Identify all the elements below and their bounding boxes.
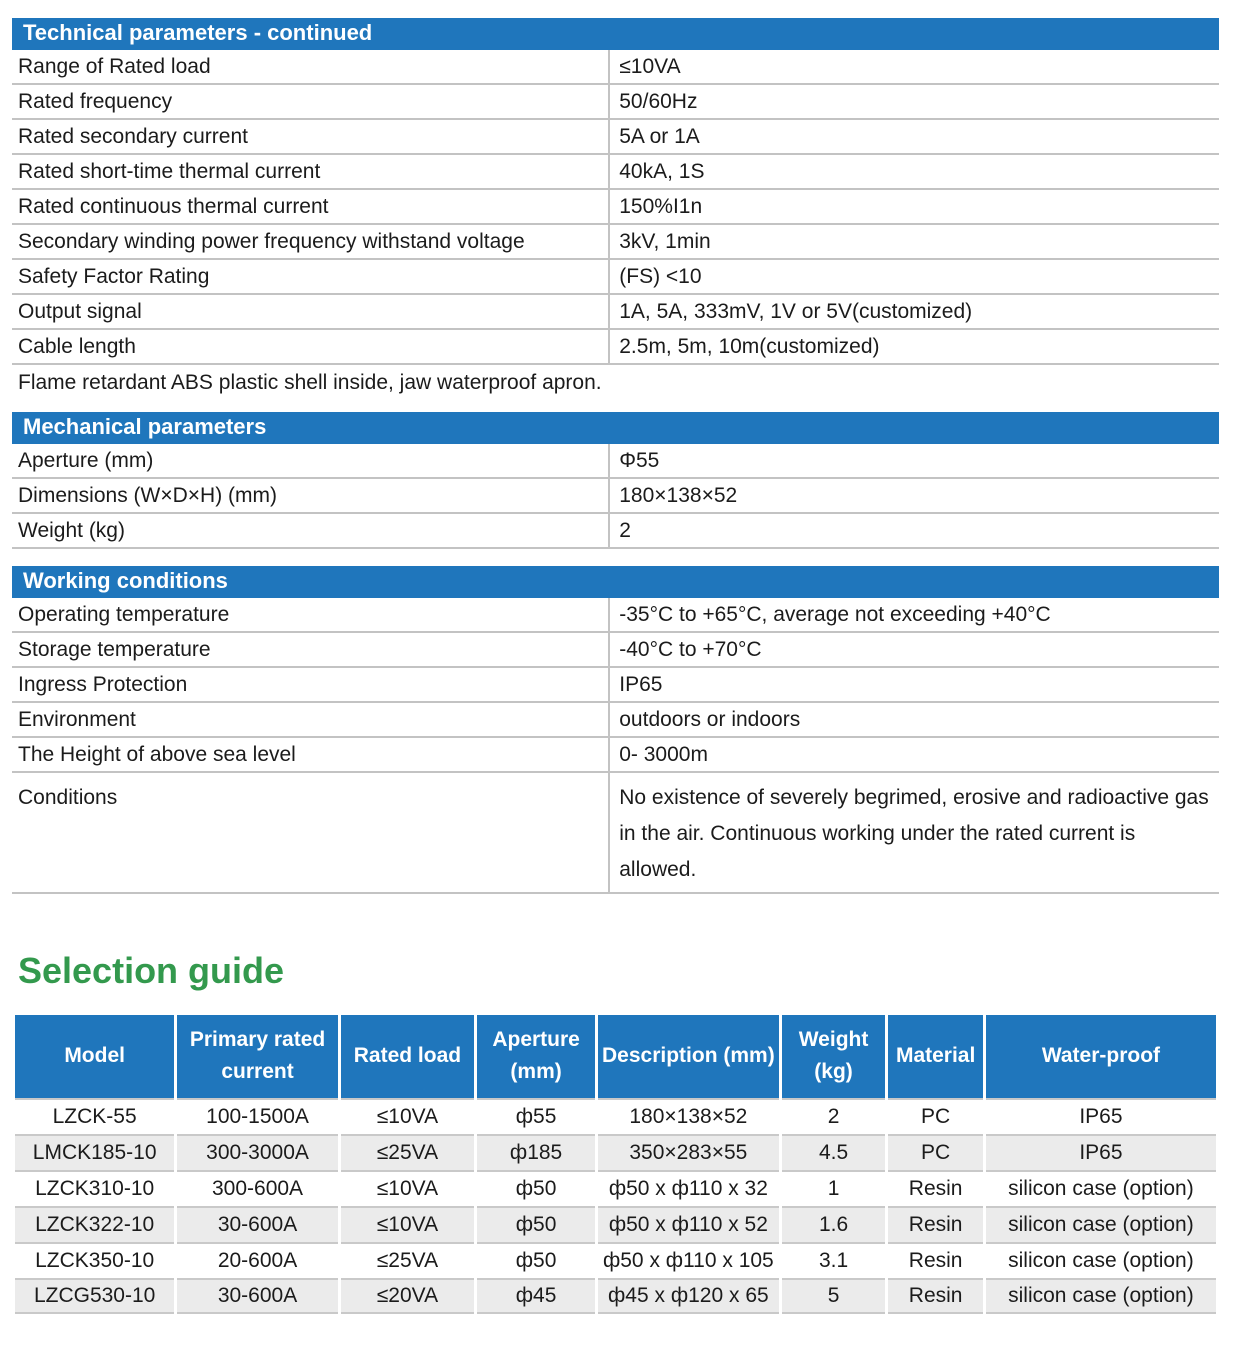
param-value: No existence of severely begrimed, erosive and radioactive gas in the air. Continuous working under the rated current is allowed. [608, 773, 1219, 892]
cell-water-proof: silicon case (option) [986, 1206, 1216, 1242]
table-note: Flame retardant ABS plastic shell inside, jaw waterproof apron. [18, 371, 602, 394]
table-row [12, 120, 1219, 155]
mechanical-parameters-header: Mechanical parameters [12, 412, 1219, 444]
cell-weight: 4.5 [782, 1134, 886, 1170]
param-label: Rated frequency [18, 89, 173, 113]
table-row [15, 1242, 1216, 1278]
header-row [15, 1015, 1216, 1098]
param-value: IP65 [608, 668, 1219, 701]
table-row [12, 633, 1219, 668]
param-value: outdoors or indoors [608, 703, 1219, 736]
table-row [15, 1098, 1216, 1134]
cell-rated-load: ≤10VA [341, 1098, 474, 1134]
table-row [12, 330, 1219, 365]
cell-primary-current: 100-1500A [177, 1098, 337, 1134]
cell-rated-load: ≤10VA [341, 1206, 474, 1242]
param-value: 50/60Hz [608, 85, 1219, 118]
cell-primary-current: 300-600A [177, 1170, 337, 1206]
column-header-material: Material [888, 1015, 982, 1098]
table-row [12, 190, 1219, 225]
cell-water-proof: IP65 [986, 1098, 1216, 1134]
param-label: The Height of above sea level [18, 742, 296, 766]
param-label: Secondary winding power frequency withstand voltage [18, 229, 525, 253]
table-row [12, 50, 1219, 85]
cell-rated-load: ≤25VA [341, 1242, 474, 1278]
param-label: Rated short-time thermal current [18, 159, 321, 183]
cell-description: ф50 x ф110 x 105 [598, 1242, 779, 1278]
cell-weight: 1.6 [782, 1206, 886, 1242]
cell-model: LZCK-55 [15, 1098, 174, 1134]
table-row [12, 225, 1219, 260]
table-row [12, 668, 1219, 703]
param-label: Cable length [18, 334, 136, 358]
table-row [12, 514, 1219, 549]
column-header-rated-load: Rated load [341, 1015, 474, 1098]
technical-parameters-table [12, 50, 1219, 402]
param-label: Rated secondary current [18, 124, 248, 148]
param-label: Operating temperature [18, 602, 230, 626]
table-row [12, 444, 1219, 479]
param-value: 1A, 5A, 333mV, 1V or 5V(customized) [608, 295, 1219, 328]
param-label: Storage temperature [18, 637, 211, 661]
cell-aperture: ф50 [477, 1242, 595, 1278]
param-value: Φ55 [608, 444, 1219, 477]
cell-description: 180×138×52 [598, 1098, 779, 1134]
column-header-primary-rated-current: Primary rated current [177, 1015, 337, 1098]
cell-material: Resin [888, 1278, 982, 1314]
param-label: Rated continuous thermal current [18, 194, 329, 218]
param-value: 40kA, 1S [608, 155, 1219, 188]
cell-weight: 3.1 [782, 1242, 886, 1278]
cell-weight: 5 [782, 1278, 886, 1314]
param-label: Aperture (mm) [18, 448, 154, 472]
spacer [12, 402, 1219, 412]
cell-water-proof: IP65 [986, 1134, 1216, 1170]
param-value: ≤10VA [608, 50, 1219, 83]
table-row [12, 703, 1219, 738]
param-label: Environment [18, 707, 136, 731]
param-value: -35°C to +65°C, average not exceeding +40°C [608, 598, 1219, 631]
cell-rated-load: ≤10VA [341, 1170, 474, 1206]
cell-rated-load: ≤20VA [341, 1278, 474, 1314]
cell-aperture: ф50 [477, 1206, 595, 1242]
table-row [12, 738, 1219, 773]
cell-water-proof: silicon case (option) [986, 1170, 1216, 1206]
working-conditions-table [12, 598, 1219, 894]
cell-water-proof: silicon case (option) [986, 1242, 1216, 1278]
cell-primary-current: 20-600A [177, 1242, 337, 1278]
cell-description: ф50 x ф110 x 52 [598, 1206, 779, 1242]
column-header-water-proof: Water-proof [986, 1015, 1216, 1098]
param-value: 0- 3000m [608, 738, 1219, 771]
cell-material: PC [888, 1098, 982, 1134]
spacer [12, 549, 1219, 566]
cell-model: LZCG530-10 [15, 1278, 174, 1314]
param-value: -40°C to +70°C [608, 633, 1219, 666]
column-header-description: Description (mm) [598, 1015, 779, 1098]
param-value: 2 [608, 514, 1219, 547]
param-label: Ingress Protection [18, 672, 188, 696]
technical-parameters-header: Technical parameters - continued [12, 18, 1219, 50]
cell-model: LZCK310-10 [15, 1170, 174, 1206]
table-row [12, 155, 1219, 190]
table-row [12, 260, 1219, 295]
cell-material: Resin [888, 1242, 982, 1278]
cell-rated-load: ≤25VA [341, 1134, 474, 1170]
param-label: Safety Factor Rating [18, 264, 210, 288]
cell-model: LZCK322-10 [15, 1206, 174, 1242]
table-row [15, 1278, 1216, 1314]
table-row [12, 479, 1219, 514]
cell-description: ф50 x ф110 x 32 [598, 1170, 779, 1206]
table-row [12, 295, 1219, 330]
mechanical-parameters-table [12, 444, 1219, 549]
param-label: Weight (kg) [18, 518, 125, 542]
cell-description: ф45 x ф120 x 65 [598, 1278, 779, 1314]
cell-aperture: ф50 [477, 1170, 595, 1206]
param-value: (FS) <10 [608, 260, 1219, 293]
table-row [15, 1170, 1216, 1206]
table-row [15, 1206, 1216, 1242]
cell-description: 350×283×55 [598, 1134, 779, 1170]
selection-guide-title: Selection guide [18, 950, 285, 991]
param-value: 2.5m, 5m, 10m(customized) [608, 330, 1219, 363]
param-label: Output signal [18, 299, 142, 323]
param-label: Conditions [18, 786, 118, 809]
cell-weight: 1 [782, 1170, 886, 1206]
param-label: Range of Rated load [18, 54, 211, 78]
cell-material: PC [888, 1134, 982, 1170]
param-label: Dimensions (W×D×H) (mm) [18, 483, 278, 507]
table-row [12, 773, 1219, 894]
cell-aperture: ф55 [477, 1098, 595, 1134]
cell-model: LZCK350-10 [15, 1242, 174, 1278]
cell-model: LMCK185-10 [15, 1134, 174, 1170]
selection-guide-table [12, 1015, 1219, 1314]
cell-aperture: ф185 [477, 1134, 595, 1170]
table-row [15, 1134, 1216, 1170]
column-header-model: Model [15, 1015, 174, 1098]
cell-water-proof: silicon case (option) [986, 1278, 1216, 1314]
column-header-weight: Weight (kg) [782, 1015, 886, 1098]
column-header-aperture: Aperture (mm) [477, 1015, 595, 1098]
cell-aperture: ф45 [477, 1278, 595, 1314]
cell-primary-current: 30-600A [177, 1206, 337, 1242]
param-value: 150%I1n [608, 190, 1219, 223]
working-conditions-header: Working conditions [12, 566, 1219, 598]
param-value: 180×138×52 [608, 479, 1219, 512]
cell-primary-current: 300-3000A [177, 1134, 337, 1170]
table-row [12, 85, 1219, 120]
cell-primary-current: 30-600A [177, 1278, 337, 1314]
cell-material: Resin [888, 1170, 982, 1206]
param-value: 5A or 1A [608, 120, 1219, 153]
table-row [12, 598, 1219, 633]
cell-material: Resin [888, 1206, 982, 1242]
param-value: 3kV, 1min [608, 225, 1219, 258]
cell-weight: 2 [782, 1098, 886, 1134]
